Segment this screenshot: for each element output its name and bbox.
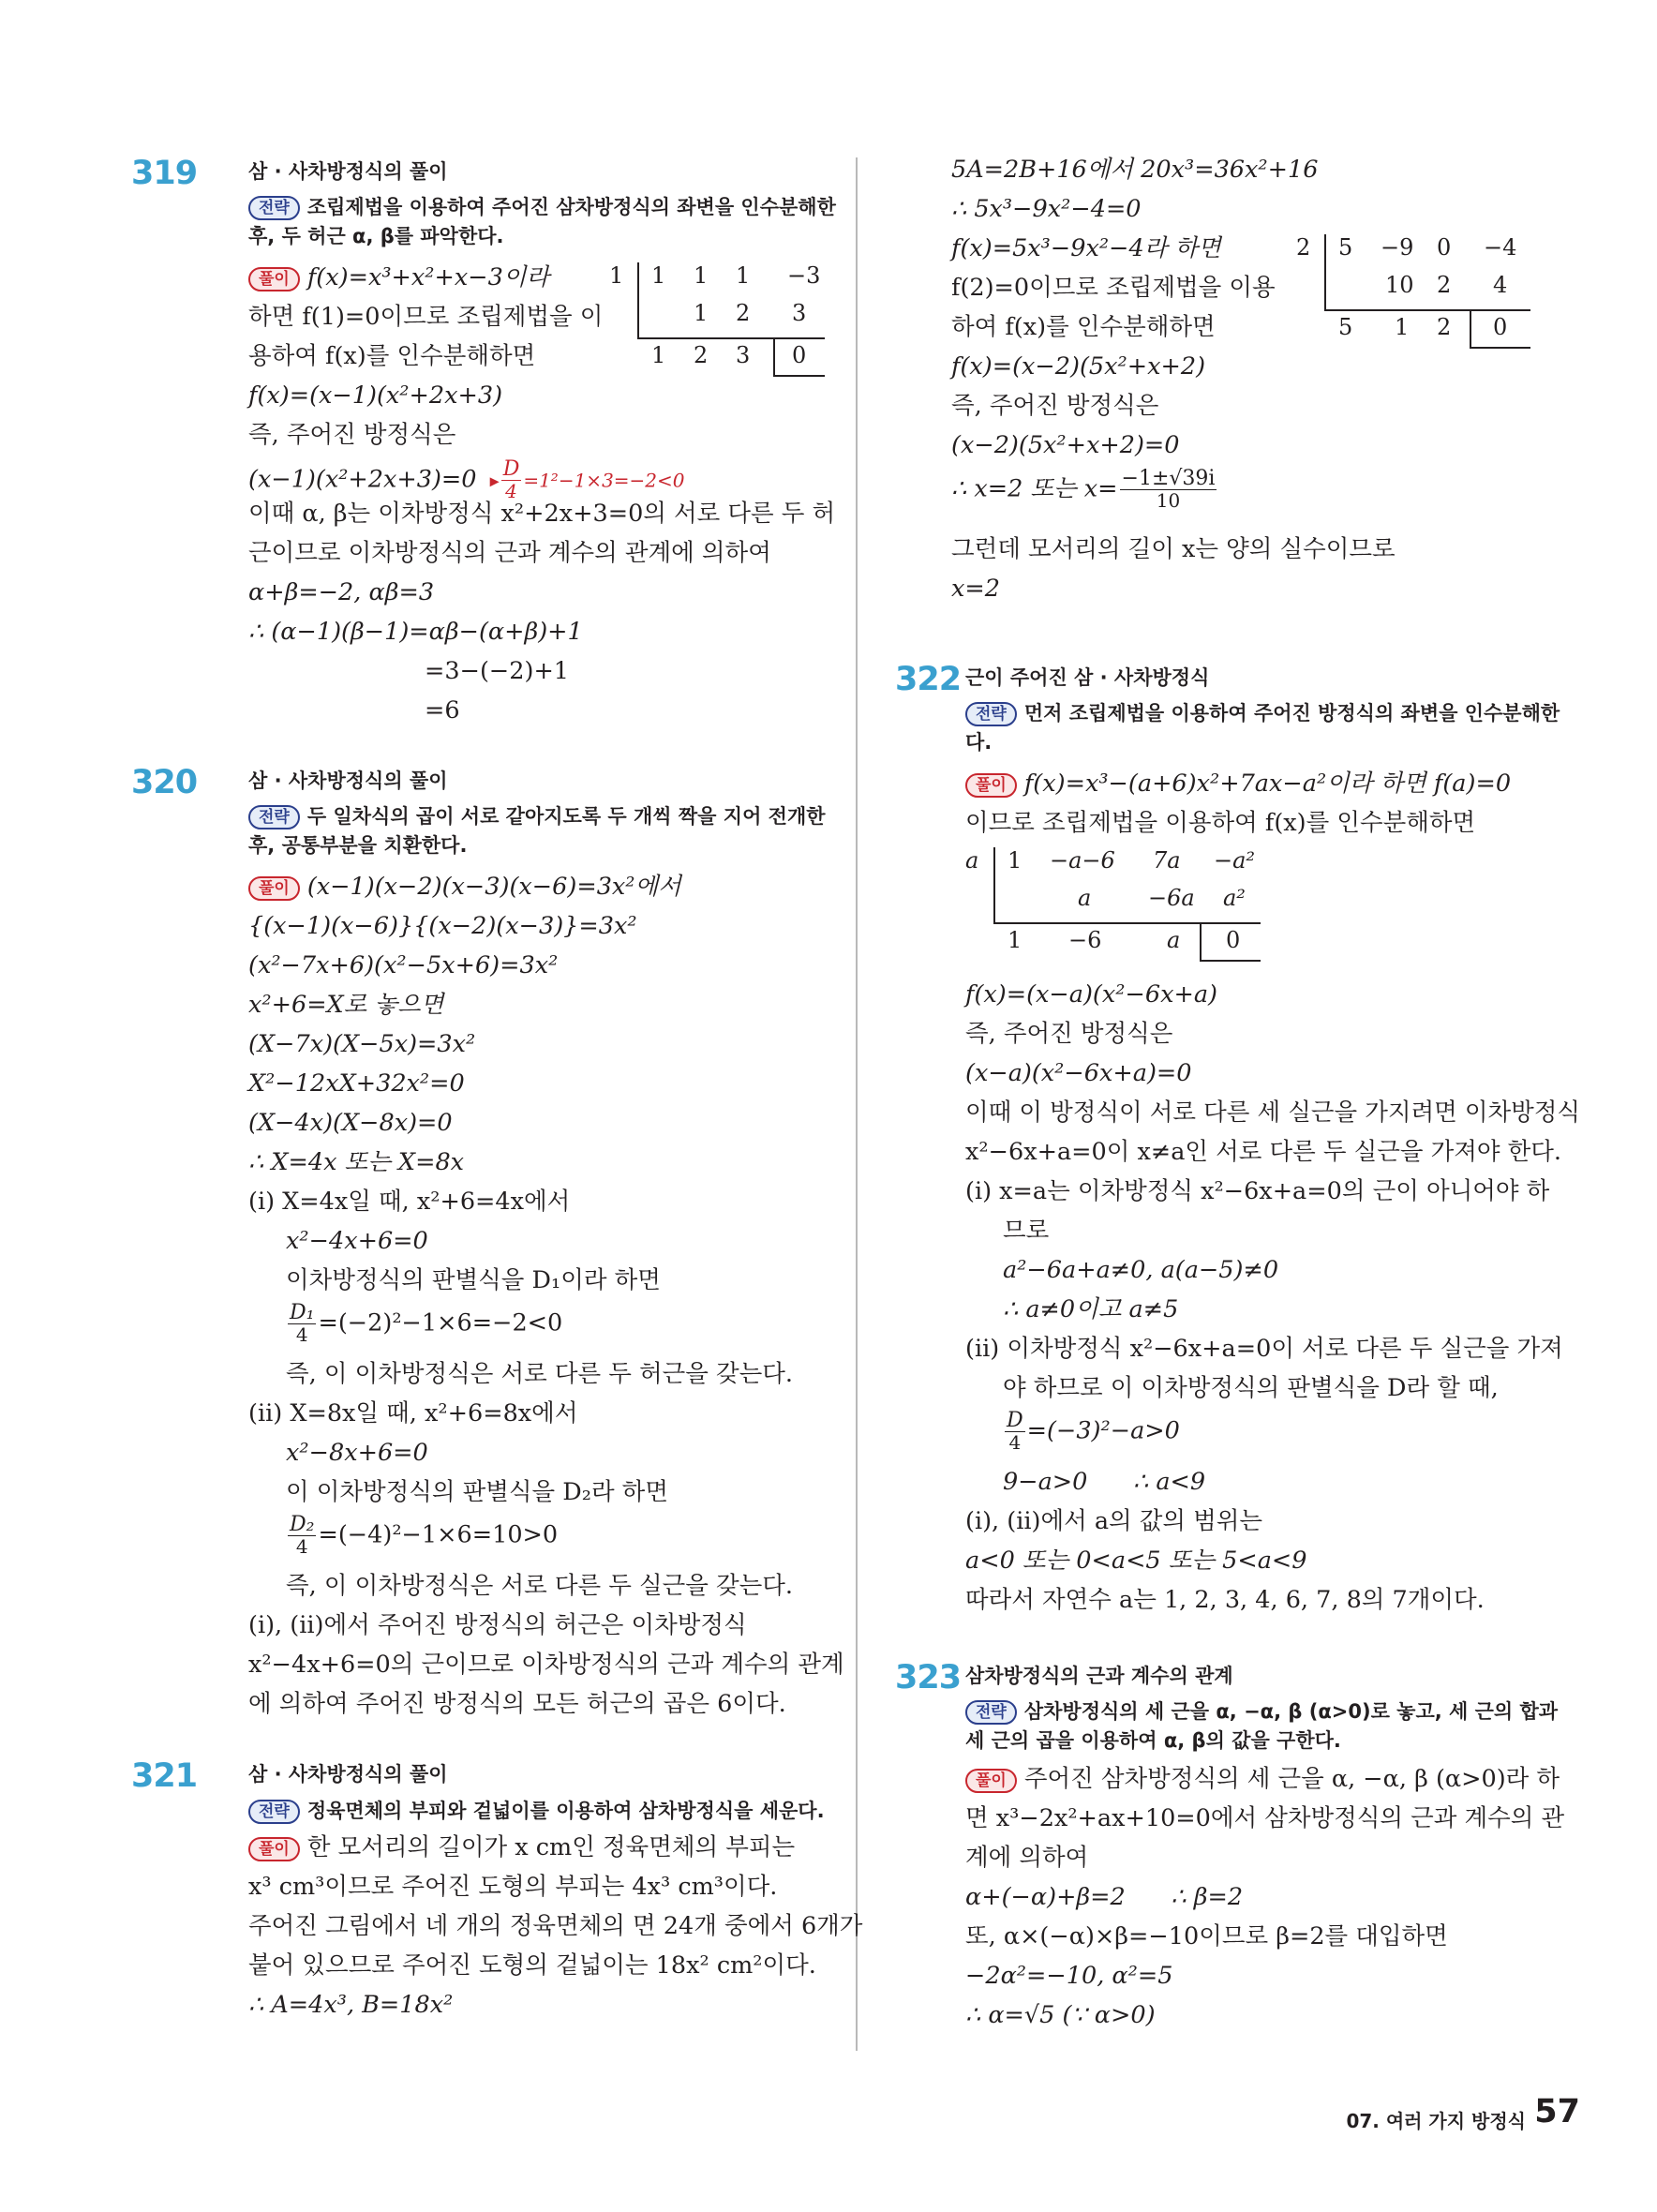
solution-322-line3: f(x)=(x−a)(x²−6x+a) — [965, 980, 1217, 1009]
solution-320-line13: 즉, 이 이차방정식은 서로 다른 두 허근을 갖는다. — [286, 1360, 793, 1388]
synth-cell: −3 — [787, 262, 821, 289]
solution-321-line4: 붙어 있으므로 주어진 도형의 겉넓이는 18x² cm²이다. — [248, 1951, 816, 1980]
solution-321-cont-line2: ∴ 5x³−9x²−4=0 — [951, 195, 1142, 223]
solution-tag: 풀이 — [248, 876, 300, 901]
solution-319-line10: ∴ (α−1)(β−1)=αβ−(α+β)+1 — [248, 618, 583, 646]
strategy-320-line1: 전략 두 일차식의 곱이 서로 같아지도록 두 개씩 짝을 지어 전개한 — [248, 803, 826, 830]
solution-319-line3: 용하여 f(x)를 인수분해하면 — [248, 342, 536, 370]
solution-319-line4: f(x)=(x−1)(x²+2x+3) — [248, 381, 503, 410]
solution-321-cont-line4: f(2)=0이므로 조립제법을 이용 — [951, 274, 1276, 302]
solution-323-line2: 면 x³−2x²+ax+10=0에서 삼차방정식의 근과 계수의 관 — [965, 1804, 1565, 1832]
synth-cell: 5 — [1338, 314, 1353, 340]
solution-322-line10: a²−6a+a≠0, a(a−5)≠0 — [1003, 1256, 1279, 1284]
solution-320-line21: 에 의하여 주어진 방정식의 모든 허근의 곱은 6이다. — [248, 1690, 786, 1718]
solution-320-line18: 즉, 이 이차방정식은 서로 다른 두 실근을 갖는다. — [286, 1572, 793, 1600]
solution-321-line2: x³ cm³이므로 주어진 도형의 부피는 4x³ cm³이다. — [248, 1873, 778, 1901]
solution-322-line12: (ⅱ) 이차방정식 x²−6x+a=0이 서로 다른 두 실근을 가져 — [965, 1335, 1563, 1363]
synth-cell: 2 — [1437, 314, 1452, 340]
solution-322-line1: 풀이 f(x)=x³−(a+6)x²+7ax−a²이라 하면 f(a)=0 — [965, 769, 1511, 799]
fraction-d2-over-4: $\frac{\text{D₂}}{4}$ — [290, 1513, 315, 1558]
synthetic-division-322 — [965, 847, 1265, 969]
solution-320-line6: X²−12xX+32x²=0 — [248, 1069, 465, 1098]
solution-322-line8: (ⅰ) x=a는 이차방정식 x²−6x+a=0의 근이 아니어야 하 — [965, 1177, 1550, 1205]
synth-cell: 2 — [736, 300, 751, 326]
discriminant-annotation: ▸ $\frac{D}{4}$ =1²−1×3=−2<0 — [489, 457, 685, 502]
solution-320-line1: 풀이 (x−1)(x−2)(x−3)(x−6)=3x²에서 — [248, 872, 681, 902]
synth-cell: −4 — [1484, 234, 1517, 261]
synth-vline — [1324, 234, 1326, 311]
solution-320-line8: ∴ X=4x 또는 X=8x — [248, 1148, 465, 1176]
synth-cell: 7a — [1153, 847, 1181, 874]
solution-322-line16: (ⅰ), (ⅱ)에서 a의 값의 범위는 — [965, 1507, 1263, 1535]
solution-322-line4: 즉, 주어진 방정식은 — [965, 1020, 1173, 1048]
solution-320-line20: x²−4x+6=0의 근이므로 이차방정식의 근과 계수의 관계 — [248, 1651, 844, 1679]
solution-322-line14: $\frac{D}{4}$ =(−3)²−a>0 — [1007, 1409, 1180, 1454]
solution-322-line15: 9−a>0 ∴ a<9 — [1003, 1468, 1206, 1496]
problem-title-319: 삼 · 사차방정식의 풀이 — [248, 160, 448, 183]
synth-box-vline — [773, 337, 775, 375]
solution-tag: 풀이 — [248, 267, 300, 291]
solution-320-line9: (ⅰ) X=4x일 때, x²+6=4x에서 — [248, 1188, 571, 1216]
synth-box-vline — [1200, 922, 1202, 960]
synth-cell: −9 — [1381, 234, 1414, 261]
solution-322-line6: 이때 이 방정식이 서로 다른 세 실근을 가지려면 이차방정식 — [965, 1099, 1581, 1127]
solution-320-line14: (ⅱ) X=8x일 때, x²+6=8x에서 — [248, 1399, 578, 1427]
problem-number-320: 320 — [131, 764, 198, 801]
column-divider — [856, 157, 858, 2051]
synth-root: 1 — [609, 262, 624, 289]
synth-cell: 5 — [1338, 234, 1353, 261]
solution-319-line12: =6 — [425, 696, 460, 725]
solution-322-line11: ∴ a≠0이고 a≠5 — [1003, 1295, 1179, 1323]
synth-cell: a — [1167, 927, 1181, 953]
problem-title-320: 삼 · 사차방정식의 풀이 — [248, 770, 448, 792]
problem-title-321: 삼 · 사차방정식의 풀이 — [248, 1763, 448, 1786]
fraction-d-over-4: $\frac{D}{4}$ — [1007, 1409, 1023, 1454]
solution-319-line7: 이때 α, β는 이차방정식 x²+2x+3=0의 서로 다른 두 허 — [248, 500, 836, 528]
solution-319-line5: 즉, 주어진 방정식은 — [248, 421, 456, 449]
solution-322-line2: 이므로 조립제법을 이용하여 f(x)를 인수분해하면 — [965, 809, 1476, 837]
problem-title-323: 삼차방정식의 근과 계수의 관계 — [965, 1665, 1233, 1687]
solution-320-line2: {(x−1)(x−6)}{(x−2)(x−3)}=3x² — [248, 912, 637, 940]
strategy-322-line2: 다. — [965, 731, 993, 754]
annotation-fraction: $\frac{D}{4}$ — [502, 457, 520, 502]
solution-319-line9: α+β=−2, αβ=3 — [248, 578, 435, 606]
strategy-319-line1: 전략 조립제법을 이용하여 주어진 삼차방정식의 좌변을 인수분해한 — [248, 194, 836, 220]
synth-cell: a — [1078, 885, 1092, 911]
problem-number-323: 323 — [895, 1659, 962, 1696]
solution-319-line11: =3−(−2)+1 — [425, 657, 570, 685]
synth-cell: −a−6 — [1050, 847, 1115, 874]
synth-cell: 3 — [736, 342, 751, 368]
solution-320-line12: $\frac{\text{D₁}}{4}$ =(−2)²−1×6=−2<0 — [290, 1301, 563, 1346]
synth-vline — [993, 847, 995, 924]
strategy-322-line1: 전략 먼저 조립제법을 이용하여 주어진 방정식의 좌변을 인수분해한 — [965, 700, 1560, 726]
strategy-321: 전략 정육면체의 부피와 겉넓이를 이용하여 삼차방정식을 세운다. — [248, 1798, 825, 1824]
problem-number-319: 319 — [131, 155, 198, 192]
problem-number-322: 322 — [895, 661, 962, 698]
synth-box-vline — [1470, 309, 1471, 347]
strategy-323-line2: 세 근의 곱을 이용하여 α, β의 값을 구한다. — [965, 1729, 1341, 1752]
solution-323-line5: 또, α×(−α)×β=−10이므로 β=2를 대입하면 — [965, 1922, 1448, 1950]
synth-cell: −6 — [1068, 927, 1102, 953]
solution-320-line7: (X−4x)(X−8x)=0 — [248, 1109, 453, 1137]
synth-cell: 1 — [651, 342, 666, 368]
synth-hline — [1324, 309, 1530, 311]
solution-323-line7: ∴ α=√5 (∵ α>0) — [965, 2001, 1156, 2029]
solution-320-line5: (X−7x)(X−5x)=3x² — [248, 1030, 476, 1058]
strategy-tag: 전략 — [248, 1800, 300, 1824]
solution-319-line2: 하면 f(1)=0이므로 조립제법을 이 — [248, 303, 604, 331]
solution-321-cont-line9: ∴ x=2 또는 x= $\frac{-1\pm√39i}{10}$ — [951, 467, 1216, 512]
solution-321-line1: 풀이 한 모서리의 길이가 x cm인 정육면체의 부피는 — [248, 1832, 795, 1862]
solution-320-line11: 이차방정식의 판별식을 D₁이라 하면 — [286, 1266, 661, 1294]
solution-321-line3: 주어진 그림에서 네 개의 정육면체의 면 24개 중에서 6개가 — [248, 1912, 863, 1940]
solution-323-line4: α+(−α)+β=2 ∴ β=2 — [965, 1883, 1244, 1911]
problem-title-322: 근이 주어진 삼 · 사차방정식 — [965, 666, 1210, 689]
synth-remainder: 0 — [1226, 927, 1241, 953]
strategy-tag: 전략 — [965, 702, 1017, 726]
synth-cell: 1 — [694, 262, 709, 289]
synth-cell: 2 — [694, 342, 709, 368]
synth-cell: −6a — [1148, 885, 1195, 911]
solution-322-line17: a<0 또는 0<a<5 또는 5<a<9 — [965, 1547, 1307, 1575]
solution-320-line3: (x²−7x+6)(x²−5x+6)=3x² — [248, 951, 559, 979]
synth-cell: 3 — [792, 300, 807, 326]
solution-321-cont-line3: f(x)=5x³−9x²−4라 하면 — [951, 234, 1221, 262]
solution-319-line1: 풀이 f(x)=x³+x²+x−3이라 — [248, 262, 549, 292]
synth-box-hline — [1470, 347, 1530, 349]
solution-320-line10: x²−4x+6=0 — [286, 1227, 428, 1255]
synth-hline — [993, 922, 1261, 924]
solution-321-line5: ∴ A=4x³, B=18x² — [248, 1991, 454, 2019]
solution-322-line7: x²−6x+a=0이 x≠a인 서로 다른 두 실근을 가져야 한다. — [965, 1138, 1562, 1166]
solution-321-cont-line7: 즉, 주어진 방정식은 — [951, 392, 1159, 420]
synth-cell: 2 — [1437, 272, 1452, 298]
solution-323-line1: 풀이 주어진 삼차방정식의 세 근을 α, −α, β (α>0)라 하 — [965, 1764, 1560, 1794]
solution-322-line9: 므로 — [1003, 1217, 1050, 1245]
solution-319-line8: 근이므로 이차방정식의 근과 계수의 관계에 의하여 — [248, 539, 771, 567]
solution-320-line17: $\frac{\text{D₂}}{4}$ =(−4)²−1×6=10>0 — [290, 1513, 559, 1558]
synth-box-hline — [1200, 960, 1261, 962]
solution-321-cont-line11: x=2 — [951, 575, 1000, 603]
solution-321-cont-line5: 하여 f(x)를 인수분해하면 — [951, 313, 1216, 341]
strategy-319-line2: 후, 두 허근 α, β를 파악한다. — [248, 225, 504, 247]
solution-320-line15: x²−8x+6=0 — [286, 1439, 428, 1467]
fraction-d1-over-4: $\frac{\text{D₁}}{4}$ — [290, 1301, 315, 1346]
strategy-320-line2: 후, 공통부분을 치환한다. — [248, 834, 468, 857]
synthetic-division-321 — [1296, 234, 1535, 356]
solution-tag: 풀이 — [965, 773, 1017, 798]
strategy-tag: 전략 — [965, 1700, 1017, 1725]
synth-cell: −a² — [1214, 847, 1256, 874]
synth-cell: 1 — [1008, 927, 1023, 953]
strategy-tag: 전략 — [248, 805, 300, 830]
problem-number-321: 321 — [131, 1757, 198, 1795]
solution-319-line6: (x−1)(x²+2x+3)=0 ▸ $\frac{D}{4}$ =1²−1×3=−2<0 — [248, 457, 685, 502]
page-number: 57 — [1534, 2093, 1580, 2130]
synth-box-hline — [773, 375, 825, 377]
synth-remainder: 0 — [1493, 314, 1508, 340]
strategy-tag: 전략 — [248, 196, 300, 220]
synth-cell: 1 — [1395, 314, 1410, 340]
synth-cell: 4 — [1493, 272, 1508, 298]
solution-323-line3: 계에 의하여 — [965, 1844, 1089, 1872]
synth-cell: 1 — [694, 300, 709, 326]
solution-322-line18: 따라서 자연수 a는 1, 2, 3, 4, 6, 7, 8의 7개이다. — [965, 1586, 1485, 1614]
solution-tag: 풀이 — [248, 1837, 300, 1861]
solution-321-cont-line6: f(x)=(x−2)(5x²+x+2) — [951, 352, 1206, 381]
synth-cell: 10 — [1385, 272, 1414, 298]
solution-322-line5: (x−a)(x²−6x+a)=0 — [965, 1059, 1192, 1087]
solution-321-cont-line8: (x−2)(5x²+x+2)=0 — [951, 431, 1180, 459]
solution-tag: 풀이 — [965, 1769, 1017, 1793]
solution-322-line13: 야 하므로 이 이차방정식의 판별식을 D라 할 때, — [1003, 1374, 1499, 1402]
synth-hline — [637, 337, 825, 339]
solution-320-line4: x²+6=X로 놓으면 — [248, 991, 444, 1019]
solution-320-line19: (ⅰ), (ⅱ)에서 주어진 방정식의 허근은 이차방정식 — [248, 1611, 747, 1639]
synth-vline — [637, 262, 639, 339]
synth-cell: 0 — [1437, 234, 1452, 261]
synth-cell: a² — [1223, 885, 1246, 911]
solution-321-cont-line1: 5A=2B+16에서 20x³=36x²+16 — [951, 156, 1319, 184]
synth-root: a — [965, 847, 979, 874]
synth-cell: 1 — [651, 262, 666, 289]
fraction-roots: $\frac{-1\pm√39i}{10}$ — [1121, 467, 1216, 512]
solution-320-line16: 이 이차방정식의 판별식을 D₂라 하면 — [286, 1478, 668, 1506]
solution-323-line6: −2α²=−10, α²=5 — [965, 1962, 1173, 1990]
solution-321-cont-line10: 그런데 모서리의 길이 x는 양의 실수이므로 — [951, 535, 1396, 563]
synth-cell: 1 — [736, 262, 751, 289]
synthetic-division-319 — [609, 262, 825, 384]
synth-cell: 1 — [1008, 847, 1023, 874]
strategy-323-line1: 전략 삼차방정식의 세 근을 α, −α, β (α>0)로 놓고, 세 근의 합과 — [965, 1698, 1558, 1725]
synth-remainder: 0 — [792, 342, 807, 368]
synth-root: 2 — [1296, 234, 1311, 261]
chapter-title: 07. 여러 가지 방정식 — [1346, 2110, 1526, 2132]
